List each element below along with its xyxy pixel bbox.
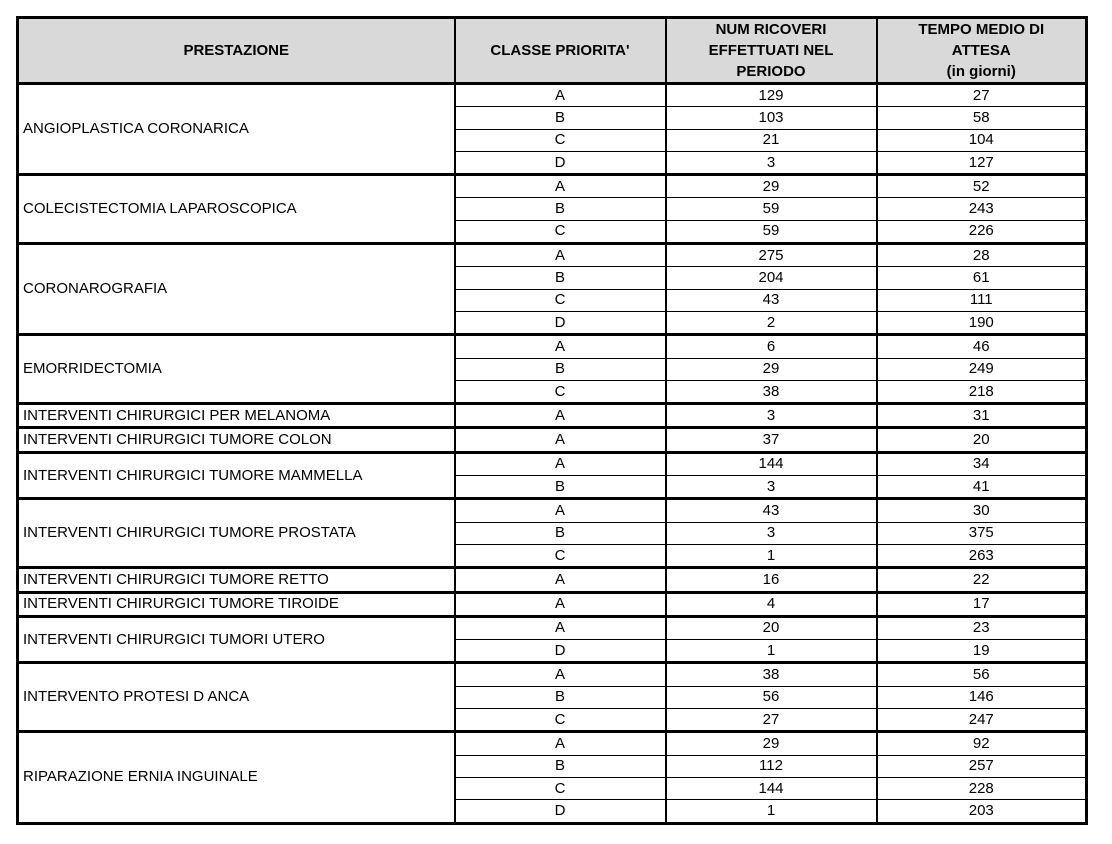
prestazione-cell: INTERVENTO PROTESI D ANCA: [18, 663, 455, 732]
num-ricoveri-cell: 1: [666, 544, 877, 567]
num-ricoveri-cell: 1: [666, 800, 877, 823]
classe-cell: B: [455, 267, 666, 289]
classe-cell: A: [455, 428, 666, 452]
tempo-medio-cell: 203: [877, 800, 1087, 823]
tempo-medio-cell: 257: [877, 755, 1087, 777]
tempo-medio-cell: 46: [877, 335, 1087, 358]
prestazione-cell: INTERVENTI CHIRURGICI TUMORE PROSTATA: [18, 499, 455, 568]
tempo-medio-cell: 243: [877, 198, 1087, 220]
tempo-medio-cell: 190: [877, 311, 1087, 334]
classe-cell: A: [455, 732, 666, 755]
tempo-medio-cell: 52: [877, 175, 1087, 198]
tempo-medio-cell: 226: [877, 220, 1087, 243]
prestazione-cell: COLECISTECTOMIA LAPAROSCOPICA: [18, 175, 455, 244]
num-ricoveri-cell: 144: [666, 452, 877, 475]
classe-cell: C: [455, 777, 666, 799]
num-ricoveri-cell: 29: [666, 732, 877, 755]
classe-cell: A: [455, 616, 666, 639]
num-ricoveri-cell: 21: [666, 129, 877, 151]
num-ricoveri-cell: 144: [666, 777, 877, 799]
num-ricoveri-cell: 59: [666, 198, 877, 220]
num-ricoveri-cell: 112: [666, 755, 877, 777]
num-ricoveri-cell: 29: [666, 175, 877, 198]
classe-cell: A: [455, 452, 666, 475]
prestazione-cell: INTERVENTI CHIRURGICI PER MELANOMA: [18, 404, 455, 428]
table-row: [18, 452, 1087, 475]
tempo-medio-cell: 146: [877, 686, 1087, 708]
tempo-medio-cell: 127: [877, 151, 1087, 174]
tempo-medio-cell: 34: [877, 452, 1087, 475]
header-row: [18, 18, 1087, 84]
prestazione-cell: CORONAROGRAFIA: [18, 244, 455, 335]
prestazione-cell: INTERVENTI CHIRURGICI TUMORE RETTO: [18, 568, 455, 592]
table-row: [18, 428, 1087, 452]
tempo-medio-cell: 56: [877, 663, 1087, 686]
table-row: [18, 732, 1087, 755]
table-row: [18, 499, 1087, 522]
classe-cell: C: [455, 220, 666, 243]
table-row: [18, 244, 1087, 267]
tempo-medio-cell: 228: [877, 777, 1087, 799]
tempo-medio-cell: 19: [877, 640, 1087, 663]
header-prestazione: PRESTAZIONE: [18, 18, 455, 84]
table-row: [18, 335, 1087, 358]
num-ricoveri-cell: 129: [666, 84, 877, 107]
prestazione-cell: RIPARAZIONE ERNIA INGUINALE: [18, 732, 455, 823]
num-ricoveri-cell: 29: [666, 358, 877, 380]
classe-cell: B: [455, 476, 666, 499]
header-tempo-medio: TEMPO MEDIO DI ATTESA (in giorni): [877, 18, 1087, 84]
classe-cell: B: [455, 522, 666, 544]
table-row: [18, 84, 1087, 107]
classe-cell: A: [455, 568, 666, 592]
tempo-medio-cell: 17: [877, 592, 1087, 616]
tempo-medio-cell: 23: [877, 616, 1087, 639]
tempo-medio-cell: 249: [877, 358, 1087, 380]
classe-cell: A: [455, 335, 666, 358]
tempo-medio-cell: 28: [877, 244, 1087, 267]
tempo-medio-cell: 375: [877, 522, 1087, 544]
header-num-ricoveri: NUM RICOVERI EFFETTUATI NEL PERIODO: [666, 18, 877, 84]
classe-cell: B: [455, 358, 666, 380]
tempo-medio-cell: 61: [877, 267, 1087, 289]
num-ricoveri-cell: 3: [666, 404, 877, 428]
tempo-medio-cell: 104: [877, 129, 1087, 151]
tempo-medio-cell: 30: [877, 499, 1087, 522]
num-ricoveri-cell: 3: [666, 522, 877, 544]
table-row: [18, 175, 1087, 198]
num-ricoveri-cell: 275: [666, 244, 877, 267]
num-ricoveri-cell: 38: [666, 380, 877, 403]
table-row: [18, 592, 1087, 616]
num-ricoveri-cell: 56: [666, 686, 877, 708]
classe-cell: A: [455, 499, 666, 522]
classe-cell: B: [455, 755, 666, 777]
num-ricoveri-cell: 59: [666, 220, 877, 243]
tempo-medio-cell: 27: [877, 84, 1087, 107]
classe-cell: A: [455, 84, 666, 107]
prestazione-cell: INTERVENTI CHIRURGICI TUMORI UTERO: [18, 616, 455, 663]
prestazione-cell: INTERVENTI CHIRURGICI TUMORE TIROIDE: [18, 592, 455, 616]
prestazione-cell: ANGIOPLASTICA CORONARICA: [18, 84, 455, 175]
table-header: [18, 18, 1087, 84]
classe-cell: D: [455, 151, 666, 174]
tempo-medio-cell: 31: [877, 404, 1087, 428]
classe-cell: A: [455, 663, 666, 686]
tempo-medio-cell: 58: [877, 107, 1087, 129]
tempo-medio-cell: 20: [877, 428, 1087, 452]
prestazione-cell: INTERVENTI CHIRURGICI TUMORE COLON: [18, 428, 455, 452]
tempo-medio-cell: 92: [877, 732, 1087, 755]
num-ricoveri-cell: 1: [666, 640, 877, 663]
num-ricoveri-cell: 6: [666, 335, 877, 358]
num-ricoveri-cell: 43: [666, 499, 877, 522]
num-ricoveri-cell: 37: [666, 428, 877, 452]
classe-cell: D: [455, 800, 666, 823]
prestazione-cell: EMORRIDECTOMIA: [18, 335, 455, 404]
header-classe-priorita: CLASSE PRIORITA': [455, 18, 666, 84]
classe-cell: B: [455, 686, 666, 708]
num-ricoveri-cell: 3: [666, 151, 877, 174]
table-row: [18, 663, 1087, 686]
classe-cell: C: [455, 380, 666, 403]
waiting-times-table: [16, 16, 1088, 825]
classe-cell: A: [455, 244, 666, 267]
tempo-medio-cell: 218: [877, 380, 1087, 403]
tempo-medio-cell: 41: [877, 476, 1087, 499]
classe-cell: A: [455, 175, 666, 198]
num-ricoveri-cell: 4: [666, 592, 877, 616]
table-body: [18, 84, 1087, 824]
classe-cell: C: [455, 544, 666, 567]
classe-cell: B: [455, 198, 666, 220]
num-ricoveri-cell: 38: [666, 663, 877, 686]
table-row: [18, 568, 1087, 592]
num-ricoveri-cell: 3: [666, 476, 877, 499]
tempo-medio-cell: 247: [877, 709, 1087, 732]
tempo-medio-cell: 22: [877, 568, 1087, 592]
classe-cell: B: [455, 107, 666, 129]
tempo-medio-cell: 263: [877, 544, 1087, 567]
classe-cell: C: [455, 129, 666, 151]
classe-cell: C: [455, 289, 666, 311]
classe-cell: D: [455, 640, 666, 663]
num-ricoveri-cell: 103: [666, 107, 877, 129]
classe-cell: C: [455, 709, 666, 732]
num-ricoveri-cell: 16: [666, 568, 877, 592]
classe-cell: D: [455, 311, 666, 334]
num-ricoveri-cell: 204: [666, 267, 877, 289]
num-ricoveri-cell: 43: [666, 289, 877, 311]
num-ricoveri-cell: 20: [666, 616, 877, 639]
tempo-medio-cell: 111: [877, 289, 1087, 311]
num-ricoveri-cell: 27: [666, 709, 877, 732]
prestazione-cell: INTERVENTI CHIRURGICI TUMORE MAMMELLA: [18, 452, 455, 499]
classe-cell: A: [455, 592, 666, 616]
table-row: [18, 404, 1087, 428]
num-ricoveri-cell: 2: [666, 311, 877, 334]
table-row: [18, 616, 1087, 639]
classe-cell: A: [455, 404, 666, 428]
